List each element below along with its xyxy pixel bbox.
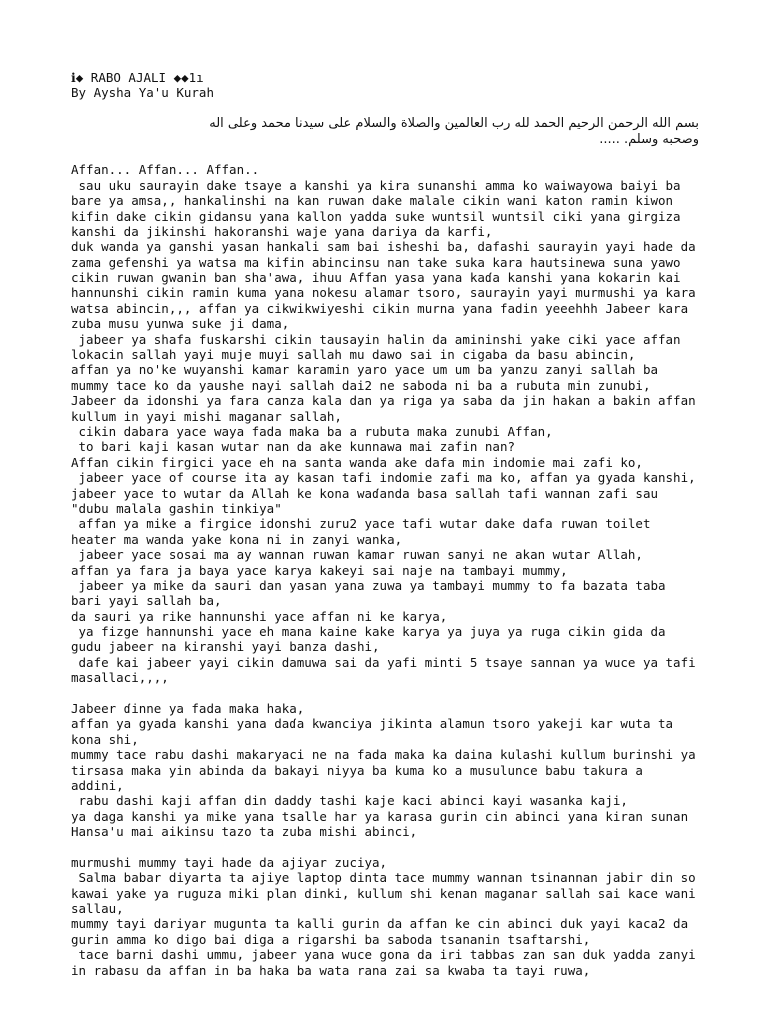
story-line: watsa abincin,,, affan ya cikwikwiyeshi cikin murna yana fadin yeeehhh Jabeer kara (71, 300, 689, 316)
author-line: By Aysha Ya'u Kurah (71, 85, 214, 101)
story-line: affan ya no'ke wuyanshi kamar karamin yaro yace um um ba yanzu zanyi sallah ba (71, 362, 658, 378)
story-line: hannunshi cikin ramin kuma yana nokesu alamar tsoro, saurayin yayi murmushi ya kara (71, 285, 696, 301)
story-line: heater ma wanda yake kona ni in zanyi wanka, (71, 531, 403, 547)
story-line: kawai yake ya ruguza miki plan dinki, kullum shi kenan maganar sallah sai kace wani (71, 885, 696, 901)
story-line: to bari kaji kasan wutar nan da ake kunnawa mai zafin nan? (71, 439, 516, 455)
story-line: zuba musu yunwa suke ji dama, (71, 316, 290, 332)
story-line: tirsasa maka yin abinda da bakayi niyya ba kuma ko a musulunce babu takura a (71, 762, 643, 778)
story-line: kifin dake cikin gidansu yana kallon yadda suke wuntsil wuntsil ciki yana girgiza (71, 208, 681, 224)
spacer (71, 147, 711, 162)
story-line: masallaci,,,, (71, 670, 169, 686)
story-line: jabeer yace sosai ma ay wannan ruwan kamar ruwan sanyi ne akan wutar Allah, (71, 547, 643, 563)
story-line: Jabeer ɗinne ya fada maka haka, (71, 701, 305, 717)
story-line: sallau, (71, 901, 124, 917)
story-line: gudu jabeer na kiranshi yayi banza dashi, (71, 639, 380, 655)
story-line: cikin dabara yace waya fada maka ba a rubuta maka zunubi Affan, (71, 423, 553, 439)
story-line: rabu dashi kaji affan din daddy tashi kaje kaci abinci kayi wasanka kaji, (71, 793, 628, 809)
story-line: affan ya mike a firgice idonshi zuru2 yace tafi wutar dake dafa ruwan toilet (71, 516, 651, 532)
story-line: Affan... Affan... Affan.. (71, 162, 260, 178)
story-line: Hansa'u mai aikinsu tazo ta zuba mishi abinci, (71, 824, 418, 840)
arabic-basmala-line-2: وصحبه وسلم. ..... (599, 131, 699, 147)
story-line: ya daga kanshi ya mike yana tsalle har ya karasa gurin cin abinci yana kiran sunan (71, 808, 689, 824)
story-line: mummy tace rabu dashi makaryaci ne na fada maka ka daina kulashi kullum burinshi ya (71, 747, 696, 763)
story-line: bari yayi sallah ba, (71, 593, 222, 609)
story-line: dafe kai jabeer yayi cikin damuwa sai da yafi minti 5 tsaye sannan ya wuce ya tafi (71, 654, 696, 670)
story-line: tace barni dashi ummu, jabeer yana wuce gona da iri tabbas zan san duk yadda zanyi (71, 947, 696, 963)
story-line: Jabeer da idonshi ya fara canza kala dan ya riga ya saba da jin hakan a bakin affan (71, 393, 696, 409)
story-line: da sauri ya rike hannunshi yace affan ni ke karya, (71, 608, 448, 624)
story-line (71, 686, 711, 701)
story-line: mummy tace ko da yaushe nayi sallah dai2 ne saboda ni ba a rubuta min zunubi, (71, 377, 651, 393)
arabic-basmala-line-1: بسم الله الرحمن الرحيم الحمد لله رب العالمين والصلاة والسلام على سيدنا محمد وعلى اله (209, 116, 699, 132)
story-line: gurin amma ko digo bai diga a rigarshi ba saboda tsananin tsaftarshi, (71, 931, 591, 947)
story-line: affan ya fara ja baya yace karya kakeyi sai naje na tambayi mummy, (71, 562, 568, 578)
story-line: sau uku saurayin dake tsaye a kanshi ya kira sunanshi amma ko waiwayowa baiyi ba (71, 177, 681, 193)
document-title: ℹ◆ RABO AJALI ◆◆1ı (71, 70, 204, 85)
story-line: kullum in yayi mishi maganar sallah, (71, 408, 342, 424)
story-line: jabeer yace of course ita ay kasan tafi indomie zafi ma ko, affan ya gyada kanshi, (71, 470, 696, 486)
story-line: zama gefenshi ya watsa ma kifin abincinsu nan take suka kara hautsinewa suna yawo (71, 254, 681, 270)
spacer (71, 101, 711, 116)
story-line: duk wanda ya ganshi yasan hankali sam bai isheshi ba, dafashi saurayin yayi hade da (71, 239, 696, 255)
story-line: "dubu malala gashin tinkiya" (71, 500, 282, 516)
document-page (71, 70, 711, 978)
story-line: jabeer ya mike da sauri dan yasan yana zuwa ya tambayi mummy to fa bazata taba (71, 577, 666, 593)
story-line: in rabasu da affan in ba haka ba wata rana zai sa kwaba ta tayi ruwa, (71, 962, 591, 978)
story-line: Affan cikin firgici yace eh na santa wanda ake dafa min indomie mai zafi ko, (71, 454, 643, 470)
story-line: kanshi da jikinshi hakoranshi waje yana dariya da karfi, (71, 223, 493, 239)
story-line (71, 840, 711, 855)
story-line: cikin ruwan gwanin ban sha'awa, ihuu Affan yasa yana kaɗa kanshi yana kokarin kai (71, 270, 681, 286)
story-line: affan ya gyada kanshi yana daɗa kwanciya jikinta alamun tsoro yakeji kar wuta ta (71, 716, 674, 732)
story-line: mummy tayi dariyar mugunta ta kalli gurin da affan ke cin abinci duk yayi kaca2 da (71, 916, 689, 932)
story-line: murmushi mummy tayi hade da ajiyar zuciya, (71, 854, 388, 870)
story-line: jabeer ya shafa fuskarshi cikin tausayin halin da amininshi yake ciki yace affan (71, 331, 681, 347)
story-line: Salma babar diyarta ta ajiye laptop dinta tace mummy wannan tsinannan jabir din so (71, 870, 696, 886)
story-line: jabeer yace to wutar da Allah ke kona waɗanda basa sallah tafi wannan zafi sau (71, 485, 658, 501)
story-body (71, 162, 711, 978)
story-line: addini, (71, 777, 124, 793)
story-line: kona shi, (71, 731, 139, 747)
story-line: lokacin sallah yayi muje muyi sallah mu dawo sai in cigaba da basu abincin, (71, 347, 636, 363)
story-line: ya fizge hannunshi yace eh mana kaine kake karya ya juya ya ruga cikin gida da (71, 624, 666, 640)
story-line: bare ya amsa,, hankalinshi na kan ruwan dake malale cikin wani katon ramin kiwon (71, 193, 674, 209)
